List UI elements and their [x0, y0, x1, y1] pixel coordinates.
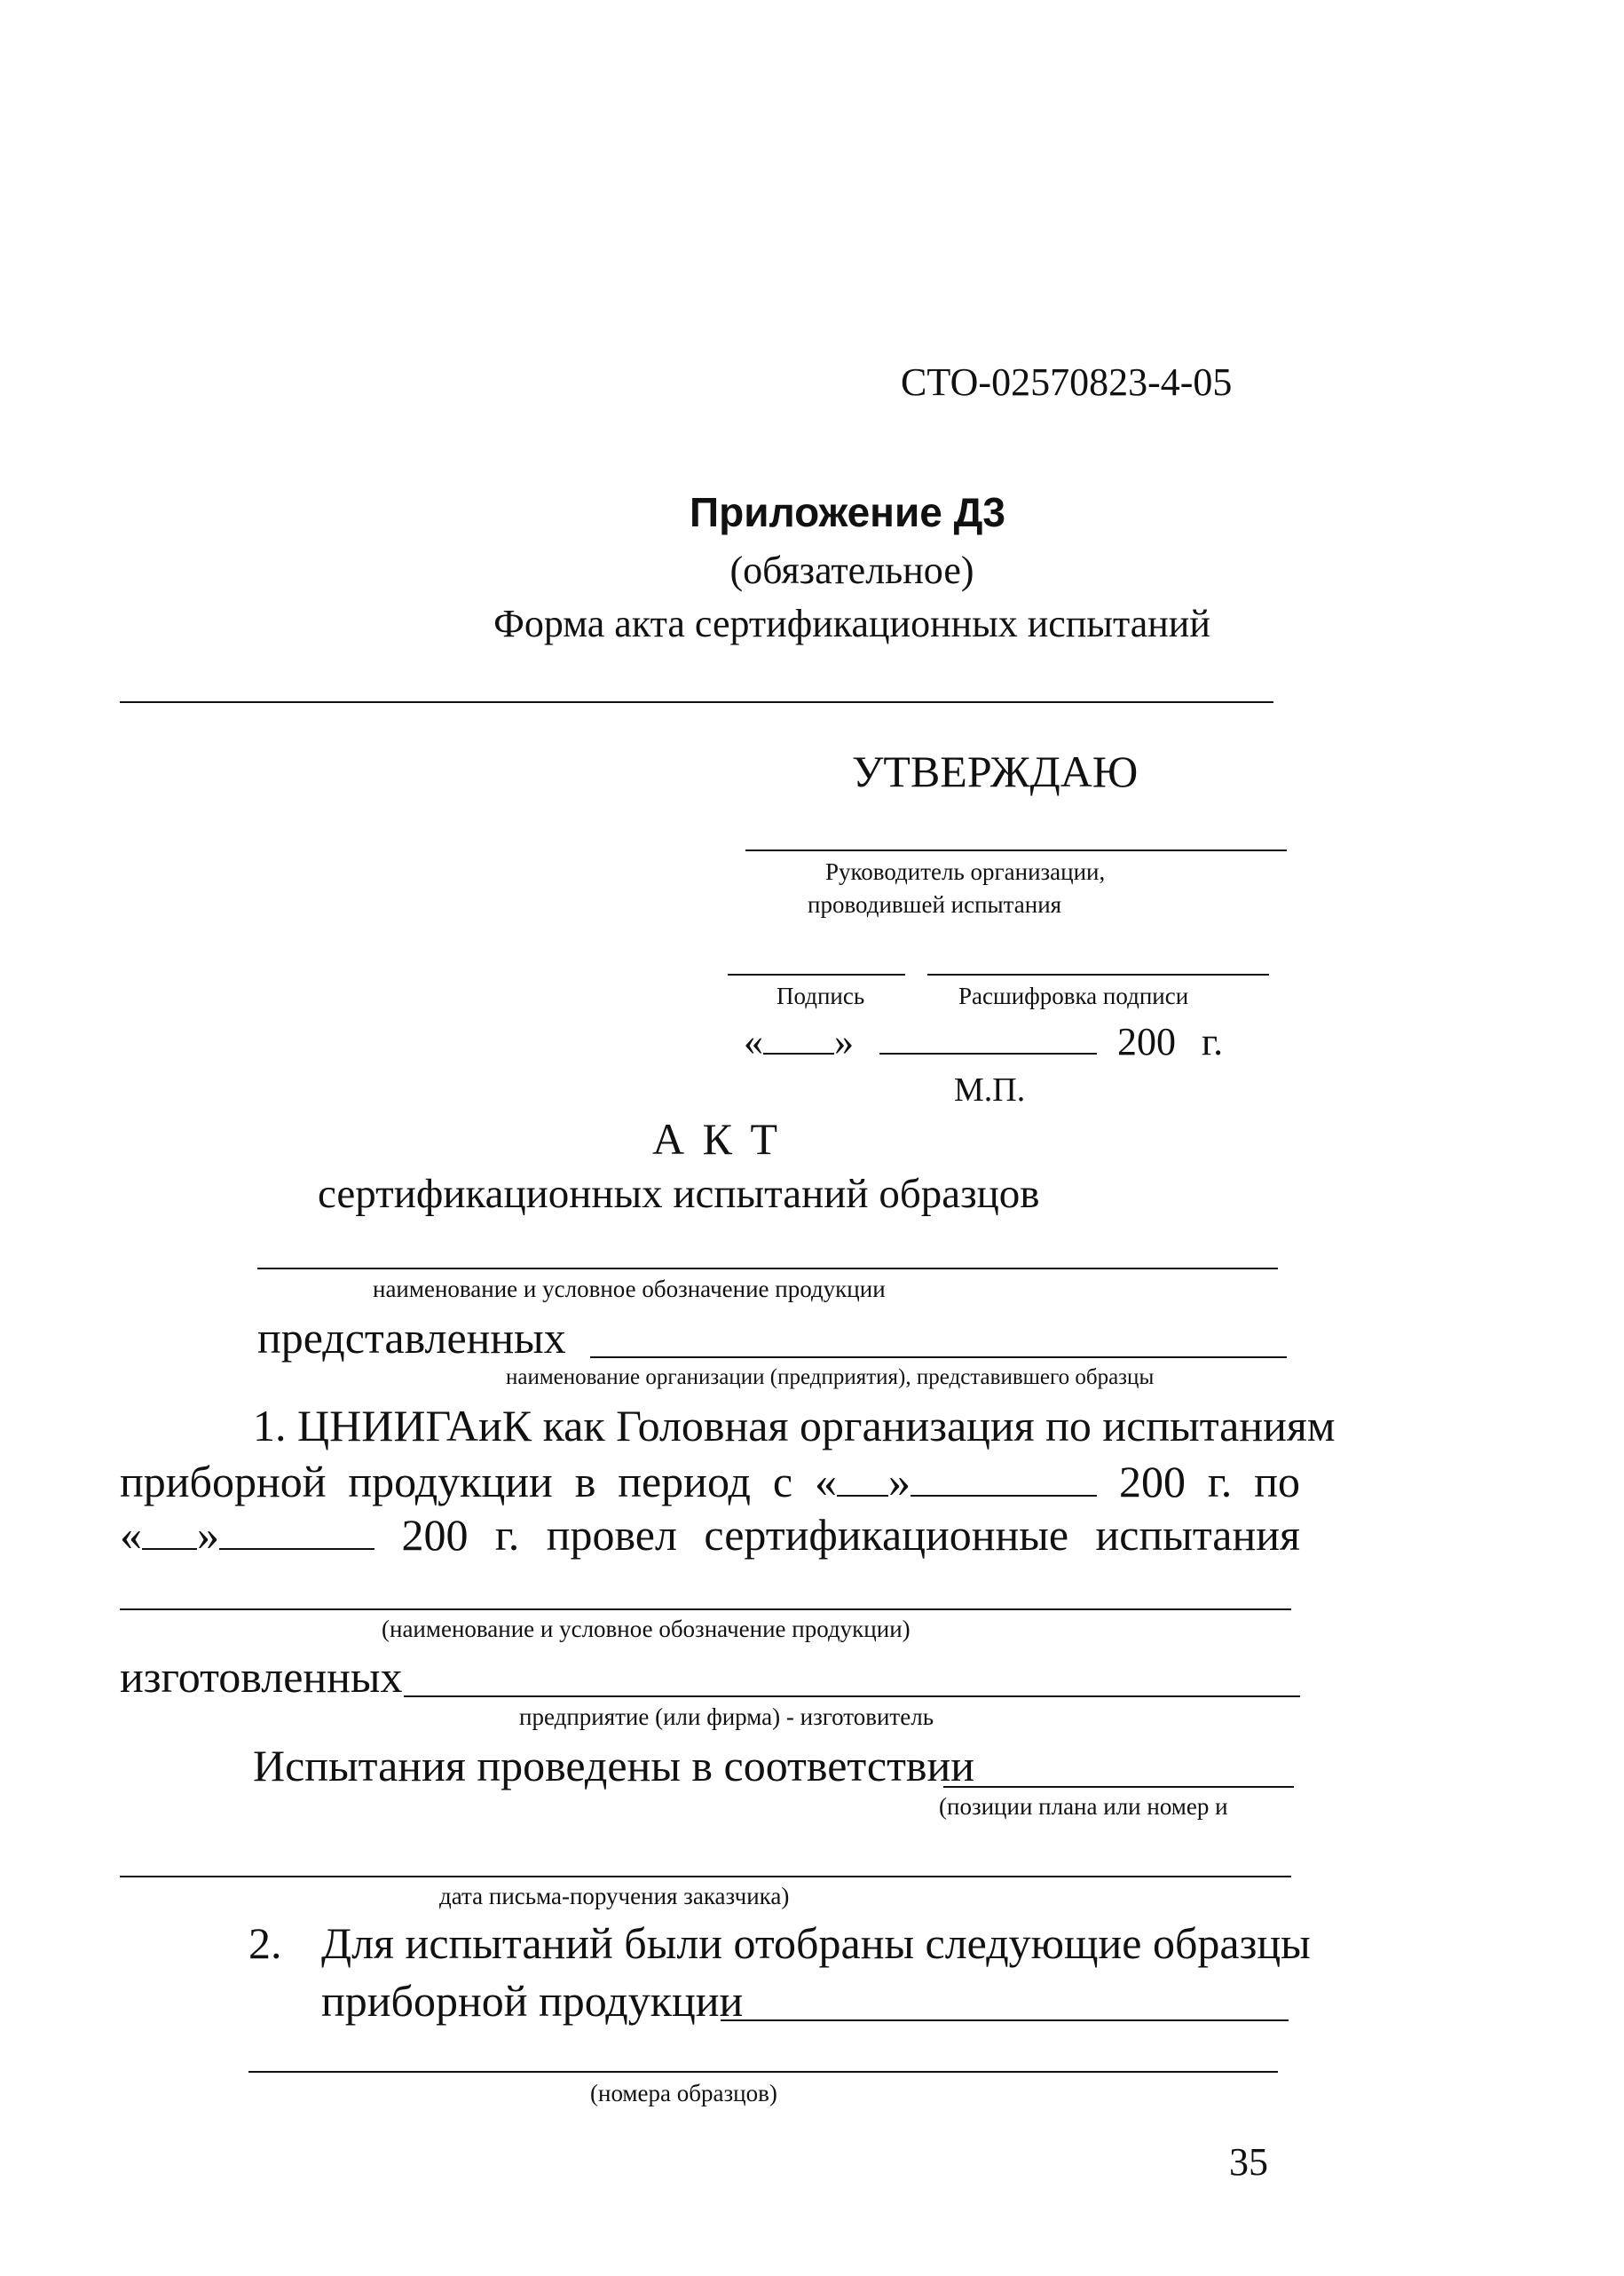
plan-caption: (позиции плана или номер и — [939, 1793, 1228, 1820]
section1-line3 — [120, 1509, 1300, 1561]
word-period: период — [618, 1457, 751, 1506]
appendix-title: Приложение Д3 — [690, 489, 1005, 535]
presented-caption: наименование организации (предприятия), представившего образцы — [506, 1365, 1155, 1389]
start-date: « » — [815, 1456, 1097, 1507]
start-year-suffix: г. — [1207, 1457, 1233, 1506]
page-number: 35 — [1229, 2140, 1268, 2184]
samples-line[interactable] — [248, 2071, 1278, 2073]
head-caption-line1: Руководитель организации, — [825, 858, 1106, 885]
date-quote-open: « — [744, 1020, 763, 1063]
month-field[interactable] — [879, 1021, 1097, 1055]
appendix-status: (обязательное) — [729, 549, 974, 592]
word-g: г. — [494, 1510, 520, 1560]
word-sertifikatsionnye: сертификационные — [704, 1510, 1069, 1560]
date-year: 200 — [1117, 1020, 1176, 1063]
word-po: по — [1254, 1457, 1300, 1506]
section2-products-line[interactable] — [721, 2019, 1289, 2021]
end-month-field[interactable] — [219, 1516, 374, 1550]
stamp-mark: М.П. — [954, 1071, 1026, 1109]
day-field[interactable] — [763, 1021, 834, 1055]
start-year: 200 — [1118, 1457, 1186, 1506]
conducted-label: Испытания проведены в соответствии — [253, 1741, 975, 1790]
letter-line[interactable] — [120, 1876, 1291, 1877]
form-name: Форма акта сертификационных испытаний — [493, 602, 1210, 645]
presented-line[interactable] — [590, 1356, 1287, 1358]
document-code: СТО-02570823-4-05 — [901, 360, 1233, 404]
section2-number: 2. — [248, 1918, 282, 1968]
section1-product-line[interactable] — [120, 1608, 1291, 1610]
word-provel: провел — [546, 1510, 677, 1560]
made-line[interactable] — [404, 1695, 1300, 1697]
product-name-line[interactable] — [257, 1268, 1278, 1269]
date-year-suffix: г. — [1202, 1020, 1224, 1063]
header-divider — [120, 701, 1273, 703]
samples-caption: (номера образцов) — [590, 2080, 777, 2106]
product-caption: наименование и условное обозначение продукции — [373, 1276, 886, 1302]
act-subtitle: сертификационных испытаний образцов — [318, 1171, 1040, 1217]
word-ispytaniya: испытания — [1095, 1510, 1300, 1560]
signature-decode-line — [927, 974, 1269, 976]
section1-line1: 1. ЦНИИГАиК как Головная организация по испытаниям — [253, 1401, 1336, 1450]
word-produktsii: продукции — [348, 1457, 553, 1506]
letter-caption: дата письма-поручения заказчика) — [439, 1883, 790, 1909]
head-position-line — [745, 850, 1287, 851]
signature-caption: Подпись — [777, 983, 865, 1009]
approve-word: УТВЕРЖДАЮ — [852, 747, 1139, 796]
section2-line2: приборной продукции — [321, 1976, 744, 2026]
section1-line2 — [120, 1456, 1300, 1507]
approval-date — [744, 1019, 1223, 1064]
made-caption: предприятие (или фирма) - изготовитель — [519, 1703, 934, 1730]
decode-caption: Расшифровка подписи — [958, 983, 1189, 1009]
word-v: в — [574, 1457, 596, 1506]
end-date: « » — [120, 1509, 374, 1561]
date-quote-close: » — [834, 1020, 854, 1063]
head-caption-line2: проводившей испытания — [808, 891, 1062, 918]
made-label: изготовленных — [120, 1652, 403, 1702]
start-month-field[interactable] — [911, 1463, 1097, 1497]
conducted-line[interactable] — [943, 1786, 1294, 1788]
section2-line1: Для испытаний были отобраны следующие образцы — [321, 1918, 1311, 1968]
end-day-field[interactable] — [142, 1516, 197, 1550]
end-year: 200 — [401, 1510, 469, 1560]
word-priborn: приборной — [120, 1457, 327, 1506]
presented-label: представленных — [257, 1313, 566, 1363]
word-s: с — [772, 1457, 793, 1506]
act-title: А К Т — [652, 1114, 781, 1164]
section1-product-caption: (наименование и условное обозначение продукции) — [382, 1616, 911, 1642]
signature-line — [728, 974, 905, 976]
start-day-field[interactable] — [837, 1463, 888, 1497]
